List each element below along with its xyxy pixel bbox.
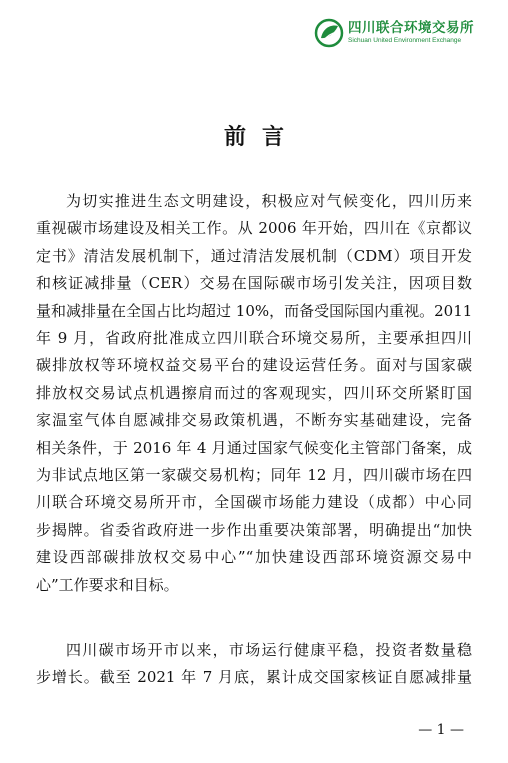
text-line: 碳排放权等环境权益交易平台的建设运营任务。面对与国家碳 (36, 356, 472, 375)
page-title: 前言 (223, 124, 300, 150)
text-line: 排放权交易试点机遇擦肩而过的客观现实，四川环交所紧盯国 (36, 383, 472, 402)
logo-english-name: Sichuan United Environment Exchange (348, 37, 462, 44)
text-line: 川联合环境交易所开市，全国碳市场能力建设（成都）中心同 (36, 493, 472, 512)
text-line: 定书》清洁发展机制下，通过清洁发展机制（CDM）项目开发 (36, 246, 472, 265)
text-line: 步揭牌。省委省政府进一步作出重要决策部署，明确提出“加快 (36, 520, 472, 539)
text-line: 和核证减排量（CER）交易在国际碳市场引发关注，因项目数 (36, 274, 472, 293)
paragraph-2 (36, 637, 472, 692)
text-line: 相关条件，于 2016 年 4 月通过国家气候变化主管部门备案，成 (36, 438, 472, 457)
text-line: 建设西部碳排放权交易中心”“加快建设西部环境资源交易中 (36, 548, 472, 567)
leaf-logo-icon (314, 18, 344, 48)
text-line: 为非试点地区第一家碳交易机构；同年 12 月，四川碳市场在四 (36, 466, 472, 485)
exchange-logo (314, 18, 474, 48)
text-line: 量和减排量在全国占比均超过 10%，而备受国际国内重视。2011 (36, 301, 472, 320)
paragraph-1 (36, 188, 472, 599)
text-line: 心”工作要求和目标。 (36, 575, 179, 594)
text-line: 步增长。截至 2021 年 7 月底，累计成交国家核证自愿减排量 (36, 668, 472, 687)
text-line: 年 9 月，省政府批准成立四川联合环境交易所，主要承担四川 (36, 329, 472, 348)
text-line: 为切实推进生态文明建设，积极应对气候变化，四川历来 (66, 192, 472, 210)
logo-chinese-name: 四川联合环境交易所 (348, 20, 474, 36)
text-line: 家温室气体自愿减排交易政策机遇，不断夯实基础建设，完备 (36, 411, 472, 430)
page-number: — 1 — (418, 722, 464, 738)
text-line: 重视碳市场建设及相关工作。从 2006 年开始，四川在《京都议 (36, 219, 472, 238)
text-line: 四川碳市场开市以来，市场运行健康平稳，投资者数量稳 (66, 641, 472, 659)
